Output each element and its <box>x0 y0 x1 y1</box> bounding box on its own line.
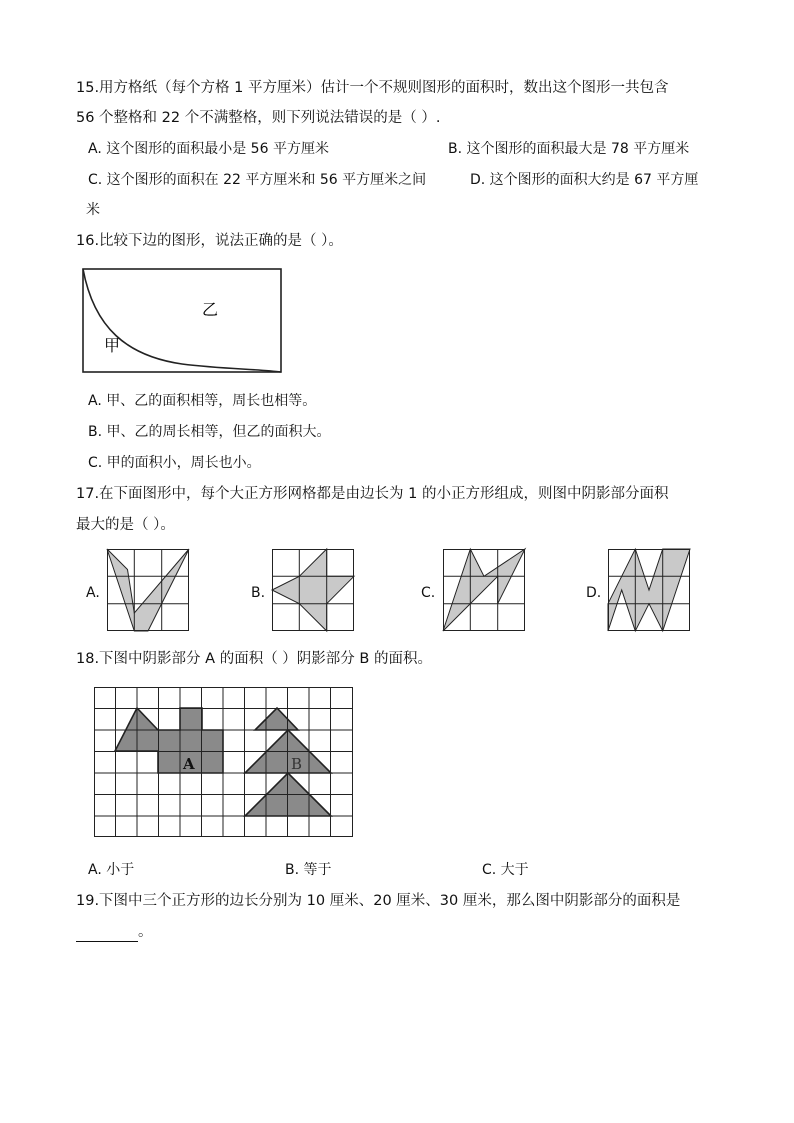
q19-stem-line1: 19.下图中三个正方形的边长分别为 10 厘米、20 厘米、30 厘米，那么图中阴影部分的面积是 <box>76 893 681 909</box>
q15-option-b[interactable]: B. 这个图形的面积最大是 78 平方厘米 <box>448 141 690 157</box>
q16-option-b[interactable]: B. 甲、乙的周长相等，但乙的面积大。 <box>88 424 331 440</box>
q16-label-yi: 乙 <box>202 300 219 319</box>
q15-option-d[interactable]: D. 这个图形的面积大约是 67 平方厘 <box>470 172 699 188</box>
q15-option-d-cont: 米 <box>86 202 100 218</box>
q18-option-a[interactable]: A. 小于 <box>88 862 135 878</box>
q16-figure <box>82 268 284 374</box>
q15-stem-line1: 15.用方格纸（每个方格 1 平方厘米）估计一个不规则图形的面积时，数出这个图形一共包含 <box>76 80 669 96</box>
q18-grid-figure <box>94 687 353 837</box>
q18-option-b[interactable]: B. 等于 <box>285 862 332 878</box>
q19-stem-suffix: 。 <box>138 924 153 940</box>
q17-figure-a[interactable] <box>107 549 189 631</box>
q15-stem-line2: 56 个整格和 22 个不满整格，则下列说法错误的是（ ）. <box>76 110 441 126</box>
q16-rectangle <box>83 269 281 372</box>
q15-option-a[interactable]: A. 这个图形的面积最小是 56 平方厘米 <box>88 141 329 157</box>
q16-option-c[interactable]: C. 甲的面积小，周长也小。 <box>88 455 261 471</box>
q19-stem-line2 <box>76 922 153 942</box>
q18-label-a: A <box>183 755 195 773</box>
q17-stem-line2: 最大的是（ ）。 <box>76 517 175 533</box>
q17-figure-d[interactable] <box>608 549 690 631</box>
q18-label-b: B <box>291 755 303 773</box>
q16-dividing-curve <box>83 269 281 372</box>
q16-stem: 16.比较下边的图形，说法正确的是（ ）。 <box>76 233 343 249</box>
q17-option-c-label[interactable]: C. <box>421 585 436 601</box>
q18-option-c[interactable]: C. 大于 <box>482 862 529 878</box>
q17-figure-b[interactable] <box>272 549 354 631</box>
q16-option-a[interactable]: A. 甲、乙的面积相等，周长也相等。 <box>88 393 317 409</box>
q17-stem-line1: 17.在下面图形中，每个大正方形网格都是由边长为 1 的小正方形组成，则图中阴影部分面积 <box>76 486 669 502</box>
q17-option-a-label[interactable]: A. <box>86 585 100 601</box>
q17-option-b-label[interactable]: B. <box>251 585 266 601</box>
q18-stem: 18.下图中阴影部分 A 的面积（ ）阴影部分 B 的面积。 <box>76 651 432 667</box>
q16-label-jia: 甲 <box>104 336 121 355</box>
q17-option-d-label[interactable]: D. <box>586 585 602 601</box>
q15-option-c[interactable]: C. 这个图形的面积在 22 平方厘米和 56 平方厘米之间 <box>88 172 427 188</box>
q17-figure-c[interactable] <box>443 549 525 631</box>
q19-answer-blank[interactable] <box>76 927 138 942</box>
